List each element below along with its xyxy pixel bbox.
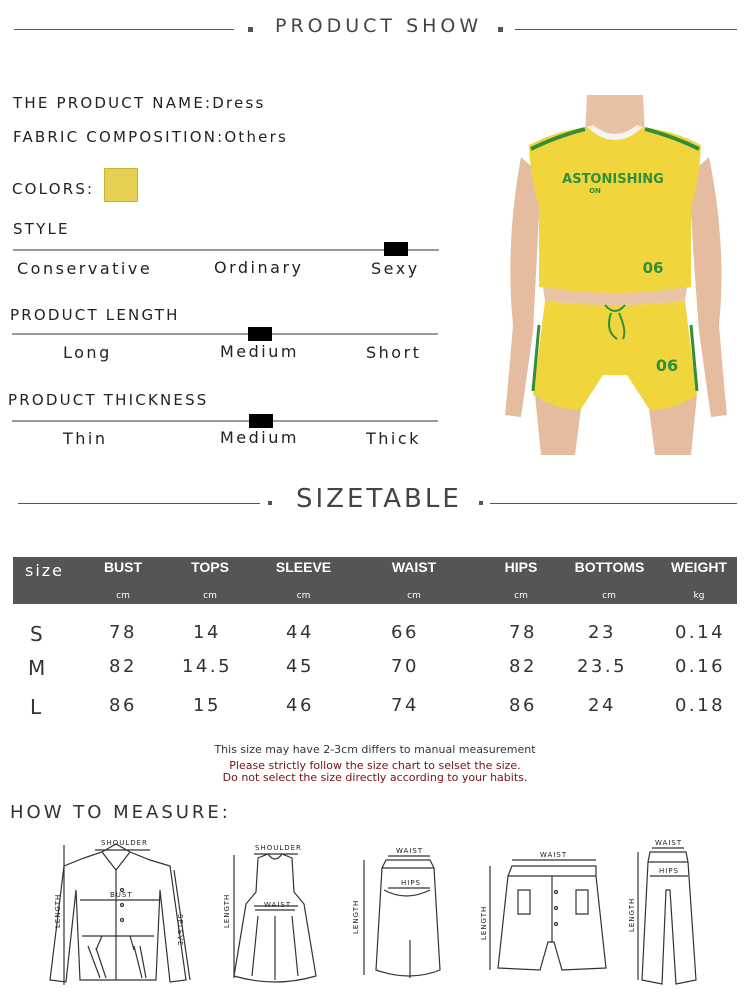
tops-m: 14.5 — [181, 656, 233, 677]
style-scale-line — [13, 249, 439, 251]
jacket-selve-label: SELEVE — [176, 914, 184, 947]
length-option-medium: Medium — [220, 342, 299, 361]
pants-length-label: LENGTH — [628, 897, 636, 932]
size-l: L — [30, 695, 42, 719]
sleeve-column-header: SLEEVE — [275, 559, 332, 575]
thickness-label: PRODUCT THICKNESS — [8, 391, 209, 409]
header-rule-right — [515, 29, 737, 30]
style-selected-marker — [384, 242, 408, 256]
jacket-diagram — [50, 844, 186, 982]
thickness-scale-line — [12, 420, 438, 422]
dress-waist-label: WAIST — [264, 901, 292, 909]
bust-l: 86 — [109, 695, 137, 716]
bust-column-header: BUST — [103, 559, 143, 575]
weight-column-header: WEIGHT — [671, 559, 727, 575]
waist-m: 70 — [391, 656, 419, 677]
colors-label: COLORS: — [12, 180, 95, 198]
weight-s: 0.14 — [674, 622, 726, 643]
waist-l: 74 — [391, 695, 419, 716]
measurement-note: This size may have 2-3cm differs to manual measurement — [214, 743, 536, 756]
dress-shoulder-label: SHOULDER — [255, 844, 302, 852]
header-rule-left — [14, 29, 234, 30]
color-swatch — [104, 168, 138, 202]
pants-waist-label: WAIST — [655, 839, 683, 847]
sleeve-l: 46 — [286, 695, 314, 716]
bust-m: 82 — [109, 656, 137, 677]
bottoms-column-header: BOTTOMS — [574, 559, 645, 575]
style-option-ordinary: Ordinary — [214, 258, 304, 277]
size-m: M — [28, 656, 46, 680]
jacket-length-label: LENGTH — [54, 893, 62, 928]
bottoms-m: 23.5 — [576, 656, 628, 677]
waist-unit: cm — [407, 591, 421, 601]
tops-column-header: TOPS — [191, 559, 229, 575]
print-subtext: ON — [589, 187, 601, 195]
size-column-header: size — [25, 561, 65, 580]
waist-s: 66 — [391, 622, 419, 643]
dress-length-label: LENGTH — [223, 893, 231, 928]
product-name-row — [13, 94, 266, 112]
tops-unit: cm — [203, 591, 217, 601]
how-to-measure-title: HOW TO MEASURE: — [10, 802, 231, 823]
sleeve-s: 44 — [286, 622, 314, 643]
size-warning-1: Please strictly follow the size chart to selset the size. — [229, 759, 521, 772]
skirt-diagram — [376, 860, 440, 978]
size-s: S — [30, 622, 43, 646]
hips-s: 78 — [509, 622, 537, 643]
hips-l: 86 — [509, 695, 537, 716]
weight-l: 0.18 — [674, 695, 726, 716]
pants-hips-label: HIPS — [659, 867, 679, 875]
thickness-selected-marker — [249, 414, 273, 428]
size-warning-2: Do not select the size directly according to your habits. — [222, 771, 528, 784]
sizetable-rule-right — [490, 503, 737, 504]
sleeve-m: 45 — [286, 656, 314, 677]
shorts-waist-label: WAIST — [540, 851, 568, 859]
skirt-waist-label: WAIST — [396, 847, 424, 855]
sleeve-unit: cm — [296, 591, 311, 601]
length-selected-marker — [248, 327, 272, 341]
weight-m: 0.16 — [674, 656, 726, 677]
tops-s: 14 — [193, 622, 221, 643]
bottoms-l: 24 — [588, 695, 616, 716]
fabric-label: FABRIC COMPOSITION: — [13, 128, 225, 146]
sizetable-title: SIZETABLE — [296, 484, 462, 514]
sizetable-rule-left — [18, 503, 260, 504]
bust-unit: cm — [116, 591, 130, 601]
skirt-length-label: LENGTH — [352, 899, 360, 934]
hips-column-header: HIPS — [504, 559, 538, 575]
thickness-option-thick: Thick — [366, 429, 421, 448]
length-scale-line — [12, 333, 438, 335]
fabric-row — [13, 128, 288, 146]
fabric-value: Others — [224, 128, 288, 146]
shorts-diagram — [498, 866, 606, 970]
product-name-value: Dress — [212, 94, 266, 112]
top-number: 06 — [642, 259, 664, 277]
jacket-bust-label: BUST — [110, 891, 133, 899]
length-option-short: Short — [366, 343, 422, 362]
skirt-hips-label: HIPS — [401, 879, 421, 887]
thickness-option-thin: Thin — [63, 429, 108, 448]
shorts-length-label: LENGTH — [480, 905, 488, 940]
length-label: PRODUCT LENGTH — [10, 306, 180, 324]
weight-unit: kg — [693, 591, 705, 601]
style-label: STYLE — [13, 220, 70, 238]
product-image — [495, 95, 735, 465]
bottoms-s: 23 — [588, 622, 616, 643]
hips-m: 82 — [509, 656, 537, 677]
sizetable-dot-left — [268, 501, 272, 505]
header-dot-left — [248, 27, 253, 32]
bottoms-unit: cm — [602, 591, 616, 601]
tops-l: 15 — [193, 695, 221, 716]
length-option-long: Long — [63, 343, 112, 362]
sizetable-dot-right — [479, 501, 483, 505]
shorts-number: 06 — [655, 356, 679, 375]
dress-diagram — [234, 854, 316, 982]
header-dot-right — [498, 27, 503, 32]
jacket-shoulder-label: SHOULDER — [101, 839, 148, 847]
thickness-option-medium: Medium — [220, 428, 299, 447]
bust-s: 78 — [109, 622, 137, 643]
style-option-conservative: Conservative — [17, 259, 153, 278]
product-show-title: PRODUCT SHOW — [275, 15, 483, 37]
waist-column-header: WAIST — [391, 559, 437, 575]
hips-unit: cm — [514, 591, 528, 601]
style-option-sexy: Sexy — [371, 259, 420, 278]
print-text: ASTONISHING — [562, 172, 664, 187]
product-name-label: THE PRODUCT NAME: — [13, 94, 213, 112]
measure-diagrams — [0, 830, 750, 1000]
